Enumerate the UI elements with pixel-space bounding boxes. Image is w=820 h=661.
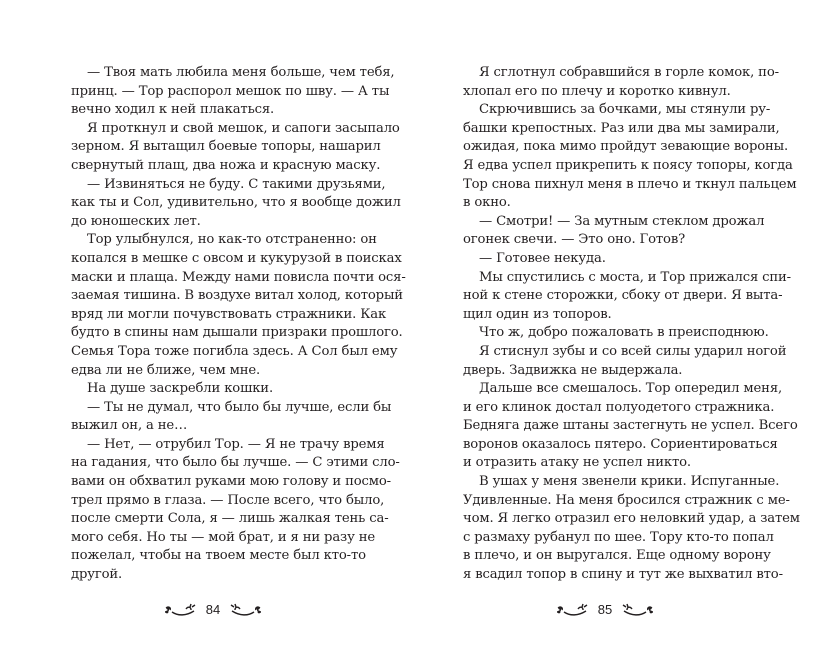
floral-flourish-icon xyxy=(164,603,198,617)
paragraph xyxy=(71,436,400,585)
paragraph xyxy=(463,101,797,213)
text-line: на гадания, что было бы лучше. — С этими сло- xyxy=(71,455,400,471)
text-line: Мы спустились с моста, и Тор прижался спи- xyxy=(479,269,791,285)
page-number: 85 xyxy=(597,602,613,617)
paragraph xyxy=(463,380,798,473)
page-footer-right xyxy=(463,602,747,617)
text-line: На душе заскребли кошки. xyxy=(87,381,273,397)
text-line: до юношеских лет. xyxy=(71,213,201,229)
text-line: дверь. Задвижка не выдержала. xyxy=(463,362,683,378)
paragraph xyxy=(463,473,800,585)
floral-flourish-icon xyxy=(556,603,590,617)
text-line: ожидая, пока мимо пройдут зевающие вороны. xyxy=(463,139,789,155)
text-line: огонек свечи. — Это оно. Готов? xyxy=(463,232,686,248)
text-line: — Извиняться не буду. С такими друзьями, xyxy=(87,176,386,192)
floral-flourish-icon xyxy=(620,603,654,617)
text-line: — Нет, — отрубил Тор. — Я не трачу время xyxy=(87,436,385,452)
paragraph xyxy=(71,380,355,399)
right-page-text xyxy=(463,64,800,585)
text-line: с размаху рубанул по шее. Тору кто-то попал xyxy=(463,529,774,545)
page-footer-left xyxy=(71,602,355,617)
text-line: копался в мешке с овсом и кукурузой в поисках xyxy=(71,250,402,266)
text-line: в плечо, и он выругался. Еще одному ворону xyxy=(463,548,771,564)
text-line: Я проткнул и свой мешок, и сапоги засыпало xyxy=(87,120,400,136)
text-line: зерном. Я вытащил боевые топоры, нашарил xyxy=(71,139,381,155)
floral-flourish-icon xyxy=(228,603,262,617)
paragraph xyxy=(463,324,769,343)
text-line: — Ты не думал, что было бы лучше, если бы xyxy=(87,399,392,415)
text-line: ной к стене сторожки, сбоку от двери. Я выта- xyxy=(463,288,783,304)
text-line: Что ж, добро пожаловать в преисподнюю. xyxy=(479,325,769,341)
text-line: трел прямо в глаза. — После всего, что было, xyxy=(71,492,385,508)
text-line: едва ли не ближе, чем мне. xyxy=(71,362,261,378)
text-line: после смерти Сола, я — лишь жалкая тень са- xyxy=(71,511,389,527)
text-line: Тор улыбнулся, но как-то отстраненно: он xyxy=(87,232,377,248)
text-line: башки крепостных. Раз или два мы замирали, xyxy=(463,120,780,136)
paragraph xyxy=(463,269,791,325)
text-line: вряд ли могли почувствовать стражники. Как xyxy=(71,306,387,322)
text-line: — Твоя мать любила меня больше, чем тебя, xyxy=(87,65,395,80)
text-line: Тор снова пихнул меня в плечо и ткнул пальцем xyxy=(463,176,797,192)
text-line: свернутый плащ, два ножа и красную маску. xyxy=(71,157,381,173)
paragraph xyxy=(71,176,401,232)
text-line: другой. xyxy=(71,567,123,583)
text-line: В ушах у меня звенели крики. Испуганные. xyxy=(479,474,780,490)
page-number: 84 xyxy=(205,602,221,617)
text-line: Удивленные. На меня бросился стражник с ме- xyxy=(463,492,790,508)
text-line: Я стиснул зубы и со всей силы ударил ногой xyxy=(479,343,787,359)
text-line: — Готовее некуда. xyxy=(479,250,606,266)
text-line: я всадил топор в спину и тут же выхватил вто- xyxy=(463,567,783,583)
text-line: Семья Тора тоже погибла здесь. А Сол был ему xyxy=(71,343,398,359)
text-line: щил один из топоров. xyxy=(463,306,612,322)
text-line: и его клинок достал полуодетого стражника. xyxy=(463,399,775,415)
text-line: выжил он, а не… xyxy=(71,418,188,434)
paragraph xyxy=(463,64,779,101)
paragraph xyxy=(71,64,395,120)
paragraph xyxy=(71,120,400,176)
text-line: чом. Я легко отразил его неловкий удар, а затем xyxy=(463,511,800,527)
text-line: Я сглотнул собравшийся в горле комок, по- xyxy=(479,65,779,80)
text-line: будто в спины нам дышали призраки прошлого. xyxy=(71,325,403,341)
text-line: Бедняга даже штаны застегнуть не успел. Всего xyxy=(463,418,798,434)
text-line: воронов оказалось пятеро. Сориентироваться xyxy=(463,436,778,452)
text-line: заемая тишина. В воздухе витал холод, который xyxy=(71,288,403,304)
left-page-text xyxy=(71,64,406,585)
text-line: вами он обхватил руками мою голову и посмо- xyxy=(71,474,391,490)
text-line: в окно. xyxy=(463,195,511,211)
paragraph xyxy=(71,399,392,436)
text-line: Дальше все смешалось. Тор опередил меня, xyxy=(479,381,783,397)
text-line: пожелал, чтобы на твоем месте был кто-то xyxy=(71,548,366,564)
text-line: и отразить атаку не успел никто. xyxy=(463,455,691,471)
text-line: вечно ходил к ней плакаться. xyxy=(71,102,275,118)
text-line: Я едва успел прикрепить к поясу топоры, когда xyxy=(463,157,793,173)
paragraph xyxy=(463,343,787,380)
text-line: хлопал его по плечу и коротко кивнул. xyxy=(463,83,731,99)
text-line: мого себя. Но ты — мой брат, и я ни разу не xyxy=(71,529,376,545)
text-line: маски и плаща. Между нами повисла почти ося- xyxy=(71,269,406,285)
text-line: принц. — Тор распорол мешок по шву. — А ты xyxy=(71,83,390,99)
paragraph xyxy=(71,231,406,380)
paragraph xyxy=(463,250,747,269)
text-line: — Смотри! — За мутным стеклом дрожал xyxy=(479,213,765,229)
text-line: как ты и Сол, удивительно, что я вообще дожил xyxy=(71,195,401,211)
text-line: Скрючившись за бочками, мы стянули ру- xyxy=(479,102,771,118)
paragraph xyxy=(463,213,765,250)
